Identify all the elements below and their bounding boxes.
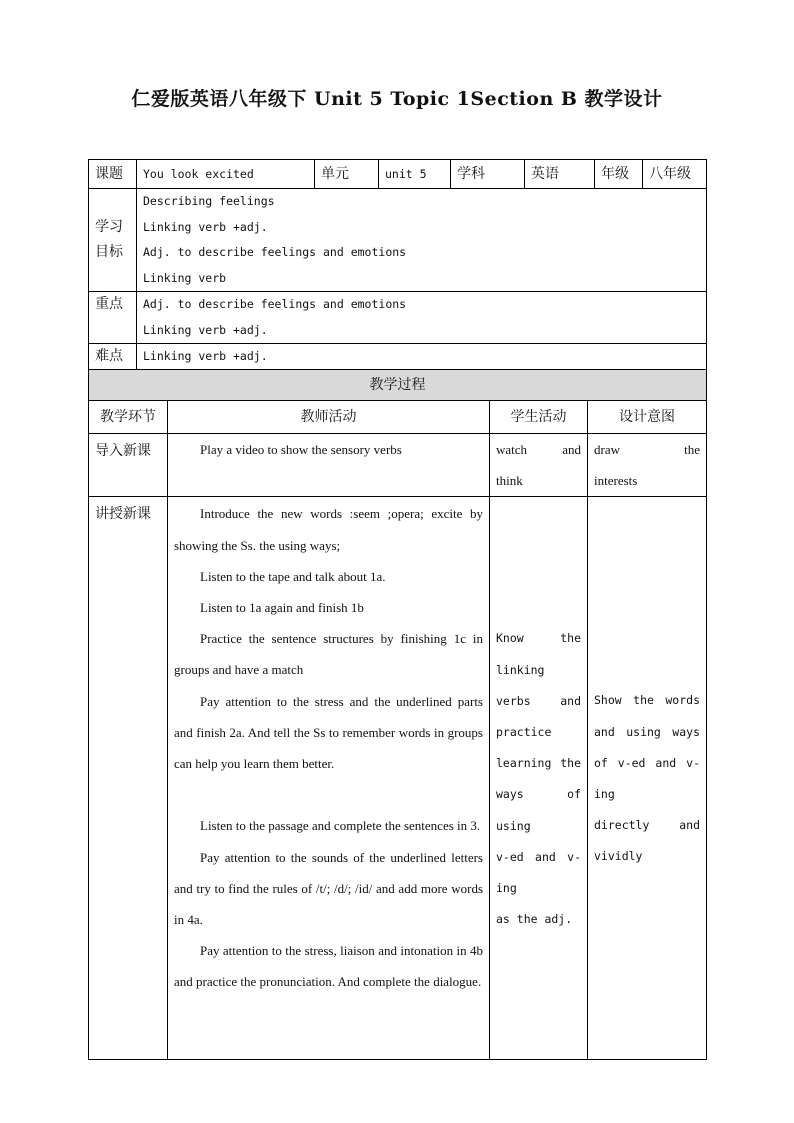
goals-label: 学习 目标: [89, 189, 137, 292]
key-point-item: Linking verb +adj.: [143, 322, 268, 337]
process-header: 教学过程: [89, 370, 707, 401]
column-header-intent: 设计意图: [588, 401, 707, 434]
teacher-activity-intro: Play a video to show the sensory verbs: [168, 434, 490, 497]
unit-value: unit 5: [379, 160, 451, 189]
column-header-teacher: 教师活动: [168, 401, 490, 434]
goal-item: Linking verb +adj.: [143, 219, 268, 234]
unit-label: 单元: [315, 160, 379, 189]
difficulties-label: 难点: [89, 344, 137, 371]
grade-value: 八年级: [643, 160, 707, 189]
key-points-row: [89, 292, 707, 344]
document-title: 仁爱版英语八年级下 Unit 5 Topic 1Section B 教学设计: [131, 88, 663, 110]
key-point-item: Adj. to describe feelings and emotions: [143, 297, 407, 311]
subject-value: 英语: [525, 160, 595, 189]
design-intent-new-lesson: Show the words and using ways of v-ed and v-ing directly and vividly: [588, 497, 707, 1060]
goals-row: [89, 189, 707, 292]
lesson-info-table: [88, 159, 707, 371]
topic-label: 课题: [89, 160, 137, 189]
column-header-stage: 教学环节: [89, 401, 168, 434]
goal-item: Adj. to describe feelings and emotions: [143, 245, 407, 259]
process-column-headers: [89, 401, 707, 434]
difficulties-list: [137, 344, 707, 371]
teacher-activity-new-lesson: Introduce the new words :seem ;opera; excite by showing the Ss. the using ways; Listen to the tape and talk about 1a. Listen to 1a again and finish 1b Practice the sentence structures by finishing 1c in groups and have a match Pay attention to the stress and the underlined parts and finish 2a. And tell the Ss to remember words in groups can help you learn them better. Listen to the passage and complete the sentences in 3. Pay attention to the sounds of the underlined letters and try to find the rules of /t/; /d/; /id/ and add more words in 4a. Pay attention to the stress, liaison and intonation in 4b and practice the pronunciation. And complete the dialogue.: [168, 497, 490, 1060]
design-intent-intro: draw the interests: [588, 434, 707, 497]
key-points-label: 重点: [89, 292, 137, 344]
grade-label: 年级: [595, 160, 643, 189]
process-row-intro: [89, 434, 707, 497]
difficulties-row: [89, 344, 707, 371]
subject-label: 学科: [451, 160, 525, 189]
stage-new-lesson: 讲授新课: [89, 497, 168, 1060]
student-activity-new-lesson: Know the linking verbs and practice learning the ways of using v-ed and v-ing as the adj.: [490, 497, 588, 1060]
topic-row: [89, 160, 707, 189]
student-activity-intro: watch and think: [490, 434, 588, 497]
stage-intro: 导入新课: [89, 434, 168, 497]
goal-item: Describing feelings: [143, 194, 275, 208]
difficulty-item: Linking verb +adj.: [143, 349, 268, 363]
key-points-list: [137, 292, 707, 344]
goals-list: [137, 189, 707, 292]
topic-value: You look excited: [137, 160, 315, 189]
process-row-new-lesson: [89, 497, 707, 1060]
goal-item: Linking verb: [143, 270, 227, 285]
teaching-process-table: [88, 369, 707, 1060]
column-header-student: 学生活动: [490, 401, 588, 434]
